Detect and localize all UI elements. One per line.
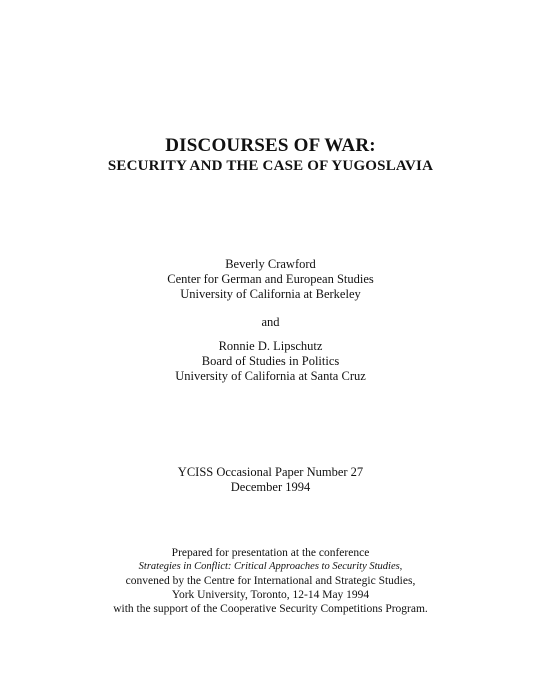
- page-subtitle: SECURITY AND THE CASE OF YUGOSLAVIA: [107, 158, 434, 174]
- author-affiliation: Board of Studies in Politics: [201, 354, 340, 368]
- author-block-1: [0, 257, 541, 302]
- author-institution: University of California at Berkeley: [180, 287, 361, 301]
- author-institution: University of California at Santa Cruz: [175, 369, 366, 383]
- conjunction: [0, 315, 541, 330]
- page-title: DISCOURSES OF WAR:: [165, 135, 376, 156]
- paper-series: YCISS Occasional Paper Number 27: [177, 465, 364, 479]
- note-line: with the support of the Cooperative Security Competitions Program.: [113, 603, 428, 615]
- note-line: convened by the Centre for International and Strategic Studies,: [125, 575, 416, 587]
- author-name: Ronnie D. Lipschutz: [218, 339, 323, 353]
- note-line: Prepared for presentation at the conference: [171, 547, 370, 559]
- note-line: York University, Toronto, 12-14 May 1994: [171, 589, 370, 601]
- conference-title: Strategies in Conflict: Critical Approaches to Security Studies,: [138, 561, 403, 572]
- author-name: Beverly Crawford: [225, 257, 316, 271]
- author-block-2: [0, 339, 541, 384]
- presentation-note: [0, 546, 541, 616]
- title-block: [0, 135, 541, 175]
- author-affiliation: Center for German and European Studies: [167, 272, 374, 286]
- paper-date: December 1994: [230, 480, 311, 494]
- paper-info-block: [0, 465, 541, 495]
- conjunction-text: and: [261, 315, 280, 329]
